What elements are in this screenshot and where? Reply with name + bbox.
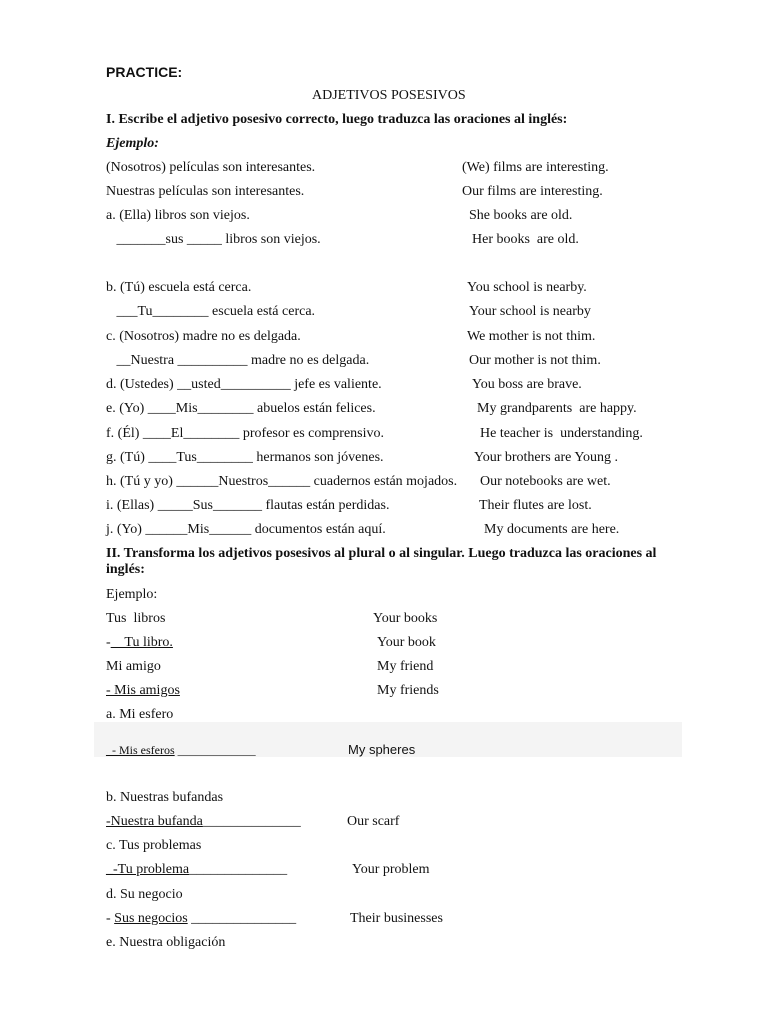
exercise-en: You boss are brave.: [472, 377, 582, 392]
answer-blank: _______________: [187, 911, 297, 926]
exercise-en: My documents are here.: [484, 522, 620, 537]
exercise-en: You school is nearby.: [467, 280, 587, 295]
part2-example-label: Ejemplo:: [106, 587, 158, 602]
example-es: Mi amigo: [106, 659, 161, 674]
exercise-prompt: c. Tus problemas: [106, 838, 202, 853]
exercise-es: j. (Yo) ______Mis______ documentos están aquí.: [106, 522, 386, 537]
answer-blank: _____________: [174, 743, 256, 757]
exercise-es: f. (Él) ____El________ profesor es comprensivo.: [106, 426, 384, 441]
exercise-es: a. (Ella) libros son viejos.: [106, 208, 250, 223]
exercise-answer: [106, 910, 296, 928]
exercise-en: Your problem: [352, 862, 430, 877]
exercise-en: Our scarf: [347, 814, 400, 829]
worksheet-title: ADJETIVOS POSESIVOS: [312, 88, 466, 103]
exercise-answer: [106, 741, 256, 759]
exercise-en: Her books are old.: [472, 232, 579, 247]
exercise-en: We mother is not thim.: [467, 329, 596, 344]
exercise-en: He teacher is understanding.: [480, 426, 643, 441]
underlined-answer: Sus negocios: [114, 911, 188, 926]
exercise-prompt: b. Nuestras bufandas: [106, 790, 224, 805]
example-en: My friend: [377, 659, 434, 674]
example-es: Tus libros: [106, 611, 166, 626]
exercise-es: g. (Tú) ____Tus________ hermanos son jóvenes.: [106, 450, 384, 465]
exercise-answer: [106, 861, 287, 879]
underlined-answer: -Nuestra bufanda: [106, 814, 203, 829]
exercise-es: i. (Ellas) _____Sus_______ flautas están perdidas.: [106, 498, 390, 513]
example-en: (We) films are interesting.: [462, 160, 609, 175]
part2-heading-cont: inglés:: [106, 562, 145, 577]
part1-example-label: Ejemplo:: [106, 136, 159, 151]
exercise-es: ___Tu________ escuela está cerca.: [106, 304, 316, 319]
example-es: - Mis amigos: [106, 683, 180, 698]
underlined-answer: Tu libro.: [110, 635, 173, 650]
example-es: [106, 634, 173, 652]
part1-heading: I. Escribe el adjetivo posesivo correcto, luego traduzca las oraciones al inglés:: [106, 112, 568, 127]
example-en: My friends: [377, 683, 439, 698]
exercise-prompt: e. Nuestra obligación: [106, 935, 226, 950]
exercise-es: b. (Tú) escuela está cerca.: [106, 280, 252, 295]
exercise-prompt: d. Su negocio: [106, 887, 183, 902]
exercise-en: Our notebooks are wet.: [480, 474, 611, 489]
example-es: Nuestras películas son interesantes.: [106, 184, 305, 199]
exercise-es: c. (Nosotros) madre no es delgada.: [106, 329, 301, 344]
exercise-en: Your brothers are Young .: [474, 450, 619, 465]
exercise-es: _______sus _____ libros son viejos.: [106, 232, 321, 247]
underlined-answer: _-Tu problema: [106, 862, 190, 877]
exercise-es: h. (Tú y yo) ______Nuestros______ cuadernos están mojados.: [106, 474, 458, 489]
exercise-answer: [106, 813, 301, 831]
example-en: Your book: [377, 635, 436, 650]
exercise-es: __Nuestra __________ madre no es delgada.: [106, 353, 370, 368]
exercise-en: She books are old.: [469, 208, 573, 223]
exercise-en: Our mother is not thim.: [469, 353, 601, 368]
example-en: Your books: [373, 611, 438, 626]
exercise-es: d. (Ustedes) __usted__________ jefe es valiente.: [106, 377, 382, 392]
practice-label: PRACTICE:: [106, 64, 183, 80]
example-es: (Nosotros) películas son interesantes.: [106, 160, 316, 175]
exercise-en: Their flutes are lost.: [479, 498, 592, 513]
exercise-en: Their businesses: [350, 911, 443, 926]
exercise-es: e. (Yo) ____Mis________ abuelos están felices.: [106, 401, 376, 416]
part2-heading: II. Transforma los adjetivos posesivos al plural o al singular. Luego traduzca las oraciones al: [106, 546, 657, 561]
exercise-en: Your school is nearby: [469, 304, 591, 319]
dash: -: [106, 635, 111, 650]
underlined-answer: _- Mis esferos: [106, 743, 175, 757]
example-en: Our films are interesting.: [462, 184, 603, 199]
exercise-en: My grandparents are happy.: [477, 401, 637, 416]
answer-blank: ______________: [202, 814, 301, 829]
exercise-prompt: a. Mi esfero: [106, 707, 174, 722]
exercise-en: My spheres: [348, 742, 416, 757]
answer-blank: ______________: [189, 862, 288, 877]
dash: -: [106, 911, 115, 926]
